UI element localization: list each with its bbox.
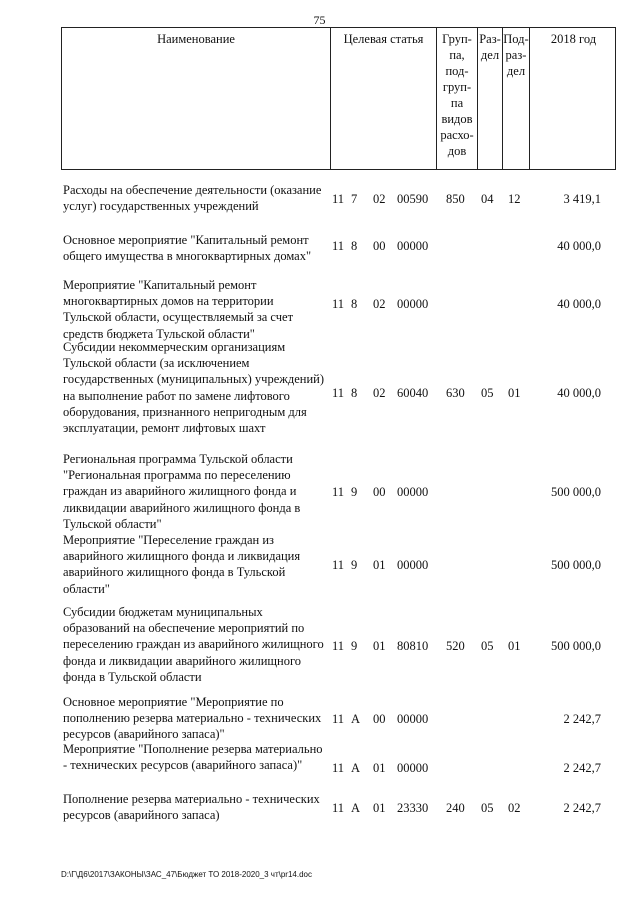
row-name: Субсидии бюджетам муниципальных образований на обеспечение мероприятий по переселению граждан из аварийного жилищного фонда и ликвидации аварийного жилищного фонда в Тульской области bbox=[63, 605, 324, 684]
header-subsection: Под- раз- дел bbox=[503, 28, 530, 169]
row-sub: 8 bbox=[351, 297, 358, 311]
row-amount: 2 242,7 bbox=[563, 801, 601, 815]
row-vid: 240 bbox=[446, 801, 465, 815]
row-subsec: 01 bbox=[508, 386, 521, 400]
row-sub: 9 bbox=[351, 485, 358, 499]
row-amount: 40 000,0 bbox=[557, 239, 601, 253]
row-grp: 01 bbox=[373, 801, 386, 815]
row-grp: 02 bbox=[373, 297, 386, 311]
row-prog: 11 bbox=[332, 192, 345, 206]
row-amount: 500 000,0 bbox=[551, 639, 601, 653]
row-subsec: 02 bbox=[508, 801, 521, 815]
row-code: 00000 bbox=[397, 239, 429, 253]
row-name: Мероприятие "Пополнение резерва материально - технических ресурсов (аварийного запаса)" bbox=[63, 742, 323, 773]
row-amount: 40 000,0 bbox=[557, 297, 601, 311]
row-grp: 01 bbox=[373, 639, 386, 653]
row-code: 00000 bbox=[397, 297, 429, 311]
row-sub: А bbox=[351, 712, 361, 726]
row-amount: 2 242,7 bbox=[563, 712, 601, 726]
row-subsec: 12 bbox=[508, 192, 521, 206]
row-grp: 01 bbox=[373, 761, 386, 775]
table-header bbox=[61, 27, 616, 170]
row-prog: 11 bbox=[332, 297, 345, 311]
header-name: Наименование bbox=[62, 28, 331, 169]
row-prog: 11 bbox=[332, 386, 345, 400]
row-vid: 630 bbox=[446, 386, 465, 400]
row-name: Пополнение резерва материально - технических ресурсов (аварийного запаса) bbox=[63, 792, 320, 823]
header-group: Груп- па, под- груп- па видов расхо- дов bbox=[437, 28, 478, 169]
row-code: 00000 bbox=[397, 712, 429, 726]
row-sec: 05 bbox=[481, 639, 494, 653]
row-code: 00000 bbox=[397, 761, 429, 775]
row-vid: 850 bbox=[446, 192, 465, 206]
row-prog: 11 bbox=[332, 801, 345, 815]
row-name: Основное мероприятие "Мероприятие по пополнению резерва материально - технических ресурсов (аварийного запаса)" bbox=[63, 695, 322, 742]
row-amount: 2 242,7 bbox=[563, 761, 601, 775]
row-sub: 8 bbox=[351, 239, 358, 253]
row-code: 60040 bbox=[397, 386, 429, 400]
row-amount: 3 419,1 bbox=[563, 192, 601, 206]
row-code: 80810 bbox=[397, 639, 429, 653]
row-prog: 11 bbox=[332, 485, 345, 499]
row-amount: 40 000,0 bbox=[557, 386, 601, 400]
row-name: Расходы на обеспечение деятельности (оказание услуг) государственных учреждений bbox=[63, 183, 322, 214]
row-sec: 05 bbox=[481, 386, 494, 400]
row-prog: 11 bbox=[332, 239, 345, 253]
row-subsec: 01 bbox=[508, 639, 521, 653]
row-prog: 11 bbox=[332, 639, 345, 653]
row-sub: А bbox=[351, 801, 361, 815]
row-amount: 500 000,0 bbox=[551, 485, 601, 499]
row-grp: 02 bbox=[373, 192, 386, 206]
row-code: 00590 bbox=[397, 192, 429, 206]
row-sec: 04 bbox=[481, 192, 494, 206]
row-name: Региональная программа Тульской области "Региональная программа по переселению граждан из аварийного жилищного фонда и ликвидации аварийного жилищного фонда в Тульской области" bbox=[63, 452, 301, 531]
file-path-footer: D:\Г\Д6\2017\ЗАКОНЫ\ЗАС_47\Бюджет ТО 2018-2020_3 чт\pr14.doc bbox=[61, 870, 312, 879]
page-number: 75 bbox=[313, 13, 326, 27]
row-code: 23330 bbox=[397, 801, 429, 815]
row-name: Мероприятие "Переселение граждан из аварийного жилищного фонда и ликвидация аварийного жилищного фонда в Тульской области" bbox=[63, 533, 301, 596]
row-prog: 11 bbox=[332, 558, 345, 572]
row-grp: 00 bbox=[373, 485, 386, 499]
row-code: 00000 bbox=[397, 558, 429, 572]
row-sub: 9 bbox=[351, 558, 358, 572]
header-section: Раз- дел bbox=[478, 28, 503, 169]
row-prog: 11 bbox=[332, 761, 345, 775]
row-name: Мероприятие "Капитальный ремонт многоквартирных домов на территории Тульской области, осуществляемый за счет средств бюджета Тульской области" bbox=[63, 278, 294, 341]
row-sub: 9 bbox=[351, 639, 358, 653]
header-year: 2018 год bbox=[550, 32, 597, 46]
row-grp: 00 bbox=[373, 239, 386, 253]
row-sub: 8 bbox=[351, 386, 358, 400]
row-sub: А bbox=[351, 761, 361, 775]
row-grp: 01 bbox=[373, 558, 386, 572]
row-sec: 05 bbox=[481, 801, 494, 815]
row-name: Основное мероприятие "Капитальный ремонт общего имущества в многоквартирных домах" bbox=[63, 233, 312, 264]
row-vid: 520 bbox=[446, 639, 465, 653]
row-code: 00000 bbox=[397, 485, 429, 499]
row-grp: 00 bbox=[373, 712, 386, 726]
row-sub: 7 bbox=[351, 192, 358, 206]
row-amount: 500 000,0 bbox=[551, 558, 601, 572]
row-prog: 11 bbox=[332, 712, 345, 726]
header-target: Целевая статья bbox=[331, 28, 437, 169]
row-name: Субсидии некоммерческим организациям Тульской области (за исключением государственных (муниципальных) учреждений) на выполнение работ по замене лифтового оборудования, признанного непригодным для эксплуатации, ремонт лифтовых шахт bbox=[63, 340, 325, 436]
row-grp: 02 bbox=[373, 386, 386, 400]
